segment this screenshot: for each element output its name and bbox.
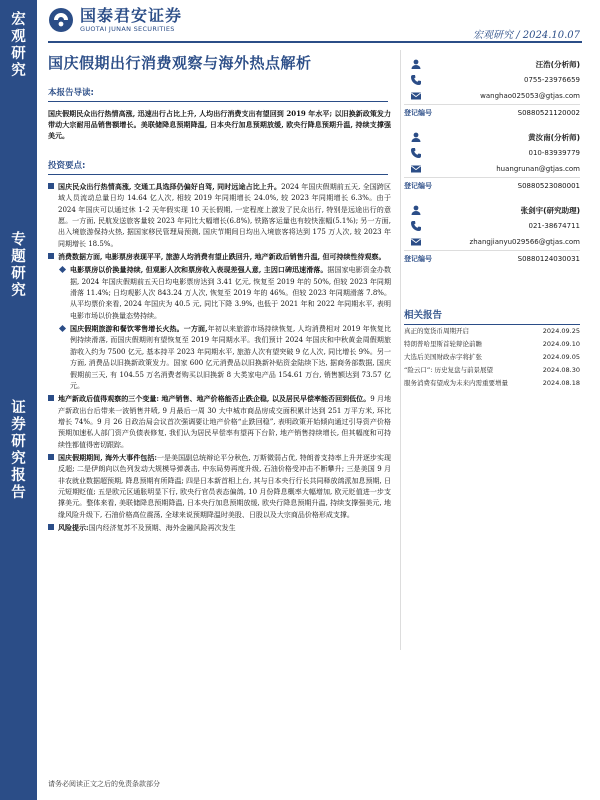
related-heading: 相关报告 — [404, 307, 580, 325]
sub-point — [60, 264, 391, 322]
reg-label: 登记编号 — [404, 255, 432, 263]
key-point — [48, 181, 391, 250]
analyst-card — [404, 202, 580, 267]
key-point — [48, 393, 391, 451]
related-report-item[interactable] — [404, 364, 580, 377]
bullet-icon — [48, 524, 54, 530]
person-icon — [410, 204, 422, 216]
analyst-card — [404, 56, 580, 121]
analyst-name: 黄汝南(分析师) — [528, 132, 580, 142]
point-text: 年初以来旅游市场持续恢复, 人均消费相对 2019 年恢复比例持续滑落, 而国庆假期则有望恢复至 2019 年同期水平。我们预计 2024 年国庆和中秋黄金周假期旅游收入约为 7500 亿元, 基本持平 2023 年同期水平, 旅游人次有望突破 9 亿人次, 同比增长 9%。另一方面, 消费品以旧换新政策发力。国家 600 亿元消费品以旧换新补贴资金陆续下达, 据商务部数据, 国庆假期前三天, 有 104.55 万名消费者购买以旧换新 8 大类家电产品 154.61 万台, 销售额达到 73.57 亿元。 — [70, 325, 391, 390]
point-lead: 地产新政后值得观察的三个变量: 地产销售、地产价格能否止跌企稳, 以及居民早偿率能否回到低位。 — [58, 394, 371, 404]
analyst-email[interactable]: wanghao025053@gtjas.com — [480, 92, 580, 100]
reg-number: S0880523080001 — [517, 182, 580, 190]
related-title[interactable]: “险云口”: 历史复盘与前景展望 — [404, 366, 493, 374]
related-date: 2024.09.10 — [542, 340, 580, 348]
bullet-icon — [48, 395, 54, 401]
related-title[interactable]: 真正的宽货币周期开启 — [404, 327, 469, 335]
mail-icon — [410, 236, 422, 248]
related-date: 2024.08.30 — [542, 366, 580, 374]
related-report-item[interactable] — [404, 325, 580, 338]
point-text: 9 月地产新政出台后带来一波销售井喷, 9 月最后一周 30 大中城市商品房成交面积累计达到 251 万平方米, 环比增长 74%。9 月 26 日政治局会议首次强调要让地产价格“止跌回稳”, 表明政策开始倾向通过引导资产价格预期加速私人部门资产负债表修复, 我们认为居民早偿率有望再下台阶, 地产销售持续增长, 但其幅度和可持续性都值得密切跟踪。 — [58, 395, 391, 449]
sidebar-label-special: 专 题 研 究 — [11, 232, 26, 299]
reg-label: 登记编号 — [404, 109, 432, 117]
logo-mark-icon — [48, 7, 74, 33]
analyst-name: 张剑宇(研究助理) — [520, 205, 580, 215]
bullet-icon — [48, 183, 54, 189]
guide-heading: 本报告导读: — [48, 86, 388, 102]
related-report-item[interactable] — [404, 338, 580, 351]
sub-point — [60, 323, 391, 392]
analyst-name: 汪浩(分析师) — [535, 59, 580, 69]
analyst-phone: 010-83939779 — [528, 149, 580, 157]
bullet-icon — [48, 454, 54, 460]
point-lead: 国庆民众出行热情高涨, 交通工具选择仍偏好自驾, 同时远途占比上升。 — [58, 182, 282, 191]
points-heading: 投资要点: — [48, 159, 388, 175]
point-lead: 风险提示: — [58, 522, 89, 532]
analyst-panel — [404, 56, 580, 275]
analyst-phone: 021-38674711 — [528, 222, 580, 230]
mail-icon — [410, 163, 422, 175]
related-title[interactable]: 大选后美国财政赤字将扩张 — [404, 353, 482, 361]
analyst-email[interactable]: huangrunan@gtjas.com — [496, 165, 580, 173]
bullet-icon — [59, 266, 66, 273]
point-lead: 国庆假期旅游和餐饮零售增长火热。一方面, — [70, 324, 208, 334]
point-lead: 国庆假期期间, 海外大事件包括: — [58, 452, 157, 462]
analyst-phone: 0755-23976659 — [524, 76, 580, 84]
sidebar-label-macro: 宏 观 研 究 — [11, 12, 26, 79]
person-icon — [410, 131, 422, 143]
mail-icon — [410, 90, 422, 102]
point-lead: 消费数据方面, 电影票房表现平平, 旅游人均消费有望止跌回升, 地产新政后销售升温, 但可持续性待观察。 — [58, 252, 386, 262]
bullet-icon — [48, 253, 54, 259]
column-divider — [400, 50, 401, 650]
related-title[interactable]: 特朗普哈里斯首轮辩论前瞻 — [404, 340, 482, 348]
guide-text: 国庆假期民众出行热情高涨, 迅速出行占比上升, 人均出行消费支出有望回到 2019 年水平; 以旧换新政策发力带动大宗耐用品销售额增长。美联储降息预期降温, 日本央行加息预期放缓, 欧央行降息预期升温, 持续支撑强美元。 — [48, 109, 391, 140]
footer-disclaimer: 请务必阅读正文之后的免责条款部分 — [48, 780, 160, 788]
reg-number: S0880521120002 — [517, 109, 580, 117]
person-icon — [410, 58, 422, 70]
header-divider — [48, 41, 582, 43]
reg-number: S0880124030031 — [517, 255, 580, 263]
left-sidebar — [0, 0, 37, 800]
point-text: 国内经济复苏不及预期、海外金融风险再次发生 — [88, 523, 236, 532]
point-lead: 电影票房以价换量持续, 但观影人次和票房收入表现差强人意, 主因口碑迅速滑落。 — [70, 265, 328, 275]
phone-icon — [410, 74, 422, 86]
point-text: 2024 年国庆假期前五天, 全国跨区域人员流动总量日均 14.64 亿人次, 相较 2019 年同期增长 24.0%, 较 2023 年同期增长 6.3%。由于 2024 年国庆可以通过休 1-2 天年假实现 10 天长假期, 一定程度上激发了民众出行, 特别是远途出行的意愿。一方面, 民航发送旅客量较 2023 年同比大幅增长(6.8%), 铁路客运量也有较快涨幅(5.1%); 另一方面, 出入境旅游保持火热, 据国家移民管理局预测, 国庆节期间日均出入境旅客将达到 175 万人次, 较 2023 年同期增长 18.5%。 — [58, 183, 391, 248]
related-report-item[interactable] — [404, 351, 580, 364]
report-title: 国庆假期出行消费观察与海外热点解析 — [48, 54, 312, 72]
key-point — [48, 452, 391, 521]
key-point — [48, 522, 391, 534]
related-title[interactable]: 服务消费有望成为未来内需重要增量 — [404, 379, 508, 387]
analyst-card — [404, 129, 580, 194]
logo-cn: 国泰君安证券 — [80, 6, 183, 25]
related-report-item[interactable] — [404, 377, 580, 390]
report-body — [48, 86, 391, 535]
header-meta: 宏观研究 / 2024.10.07 — [473, 30, 580, 41]
key-point — [48, 251, 391, 263]
related-date: 2024.09.25 — [542, 327, 580, 335]
bullet-icon — [59, 325, 66, 332]
analyst-email[interactable]: zhangjianyu029566@gtjas.com — [469, 238, 580, 246]
logo-en: GUOTAI JUNAN SECURITIES — [80, 25, 175, 33]
related-date: 2024.08.18 — [542, 379, 580, 387]
point-text: 一是美国副总统辩论平分秋色, 万斯微弱占优, 特朗普支持率上升并逐步实现反超; 二是伊朗向以色列发动大规模导弹袭击, 中东局势再度升级, 石油价格受冲击不断攀升; 三是美国 9 月非农就业数据超预期, 降息预期有所降温; 四是日本新首相上台, 其与日本央行行长共同释放鸽派加息预期, 日元短期贬值; 五是欧元区通胀明显下行, 欧央行官员表态偏鸽, 10 月份降息概率大幅增加, 欧元贬值进一步支撑美元。整体来看, 美联储降息预期降温, 日本央行加息预期放缓, 欧央行降息预期升温, 持续支撑强美元, 地缘风险升级下, 石油价格高位震荡, 全球来说预期降温时美股、日股以及大宗商品价格形成支撑。 — [58, 453, 391, 519]
point-text: 据国家电影资金办数据, 2024 年国庆假期前五天日均电影票房达到 3.41 亿元, 恢复至 2019 年的 50%, 但较 2023 年同期滑落 11.4%; 日均观影人次 843.24 万人次, 恢复至 2019 年的 46%。但较 2023 年同期滑落 7.8%。从平均票价来看, 2024 年国庆为 40.5 元, 同比下降 3.9%, 也低于 2021 年和 2022 年同期水平, 表明电影市场以价换量态势持续。 — [70, 266, 391, 320]
brand-logo — [48, 3, 182, 37]
sidebar-label-report: 证 券 研 究 报 告 — [11, 400, 26, 501]
phone-icon — [410, 147, 422, 159]
reg-label: 登记编号 — [404, 182, 432, 190]
related-reports — [404, 307, 580, 390]
related-date: 2024.09.05 — [542, 353, 580, 361]
phone-icon — [410, 220, 422, 232]
